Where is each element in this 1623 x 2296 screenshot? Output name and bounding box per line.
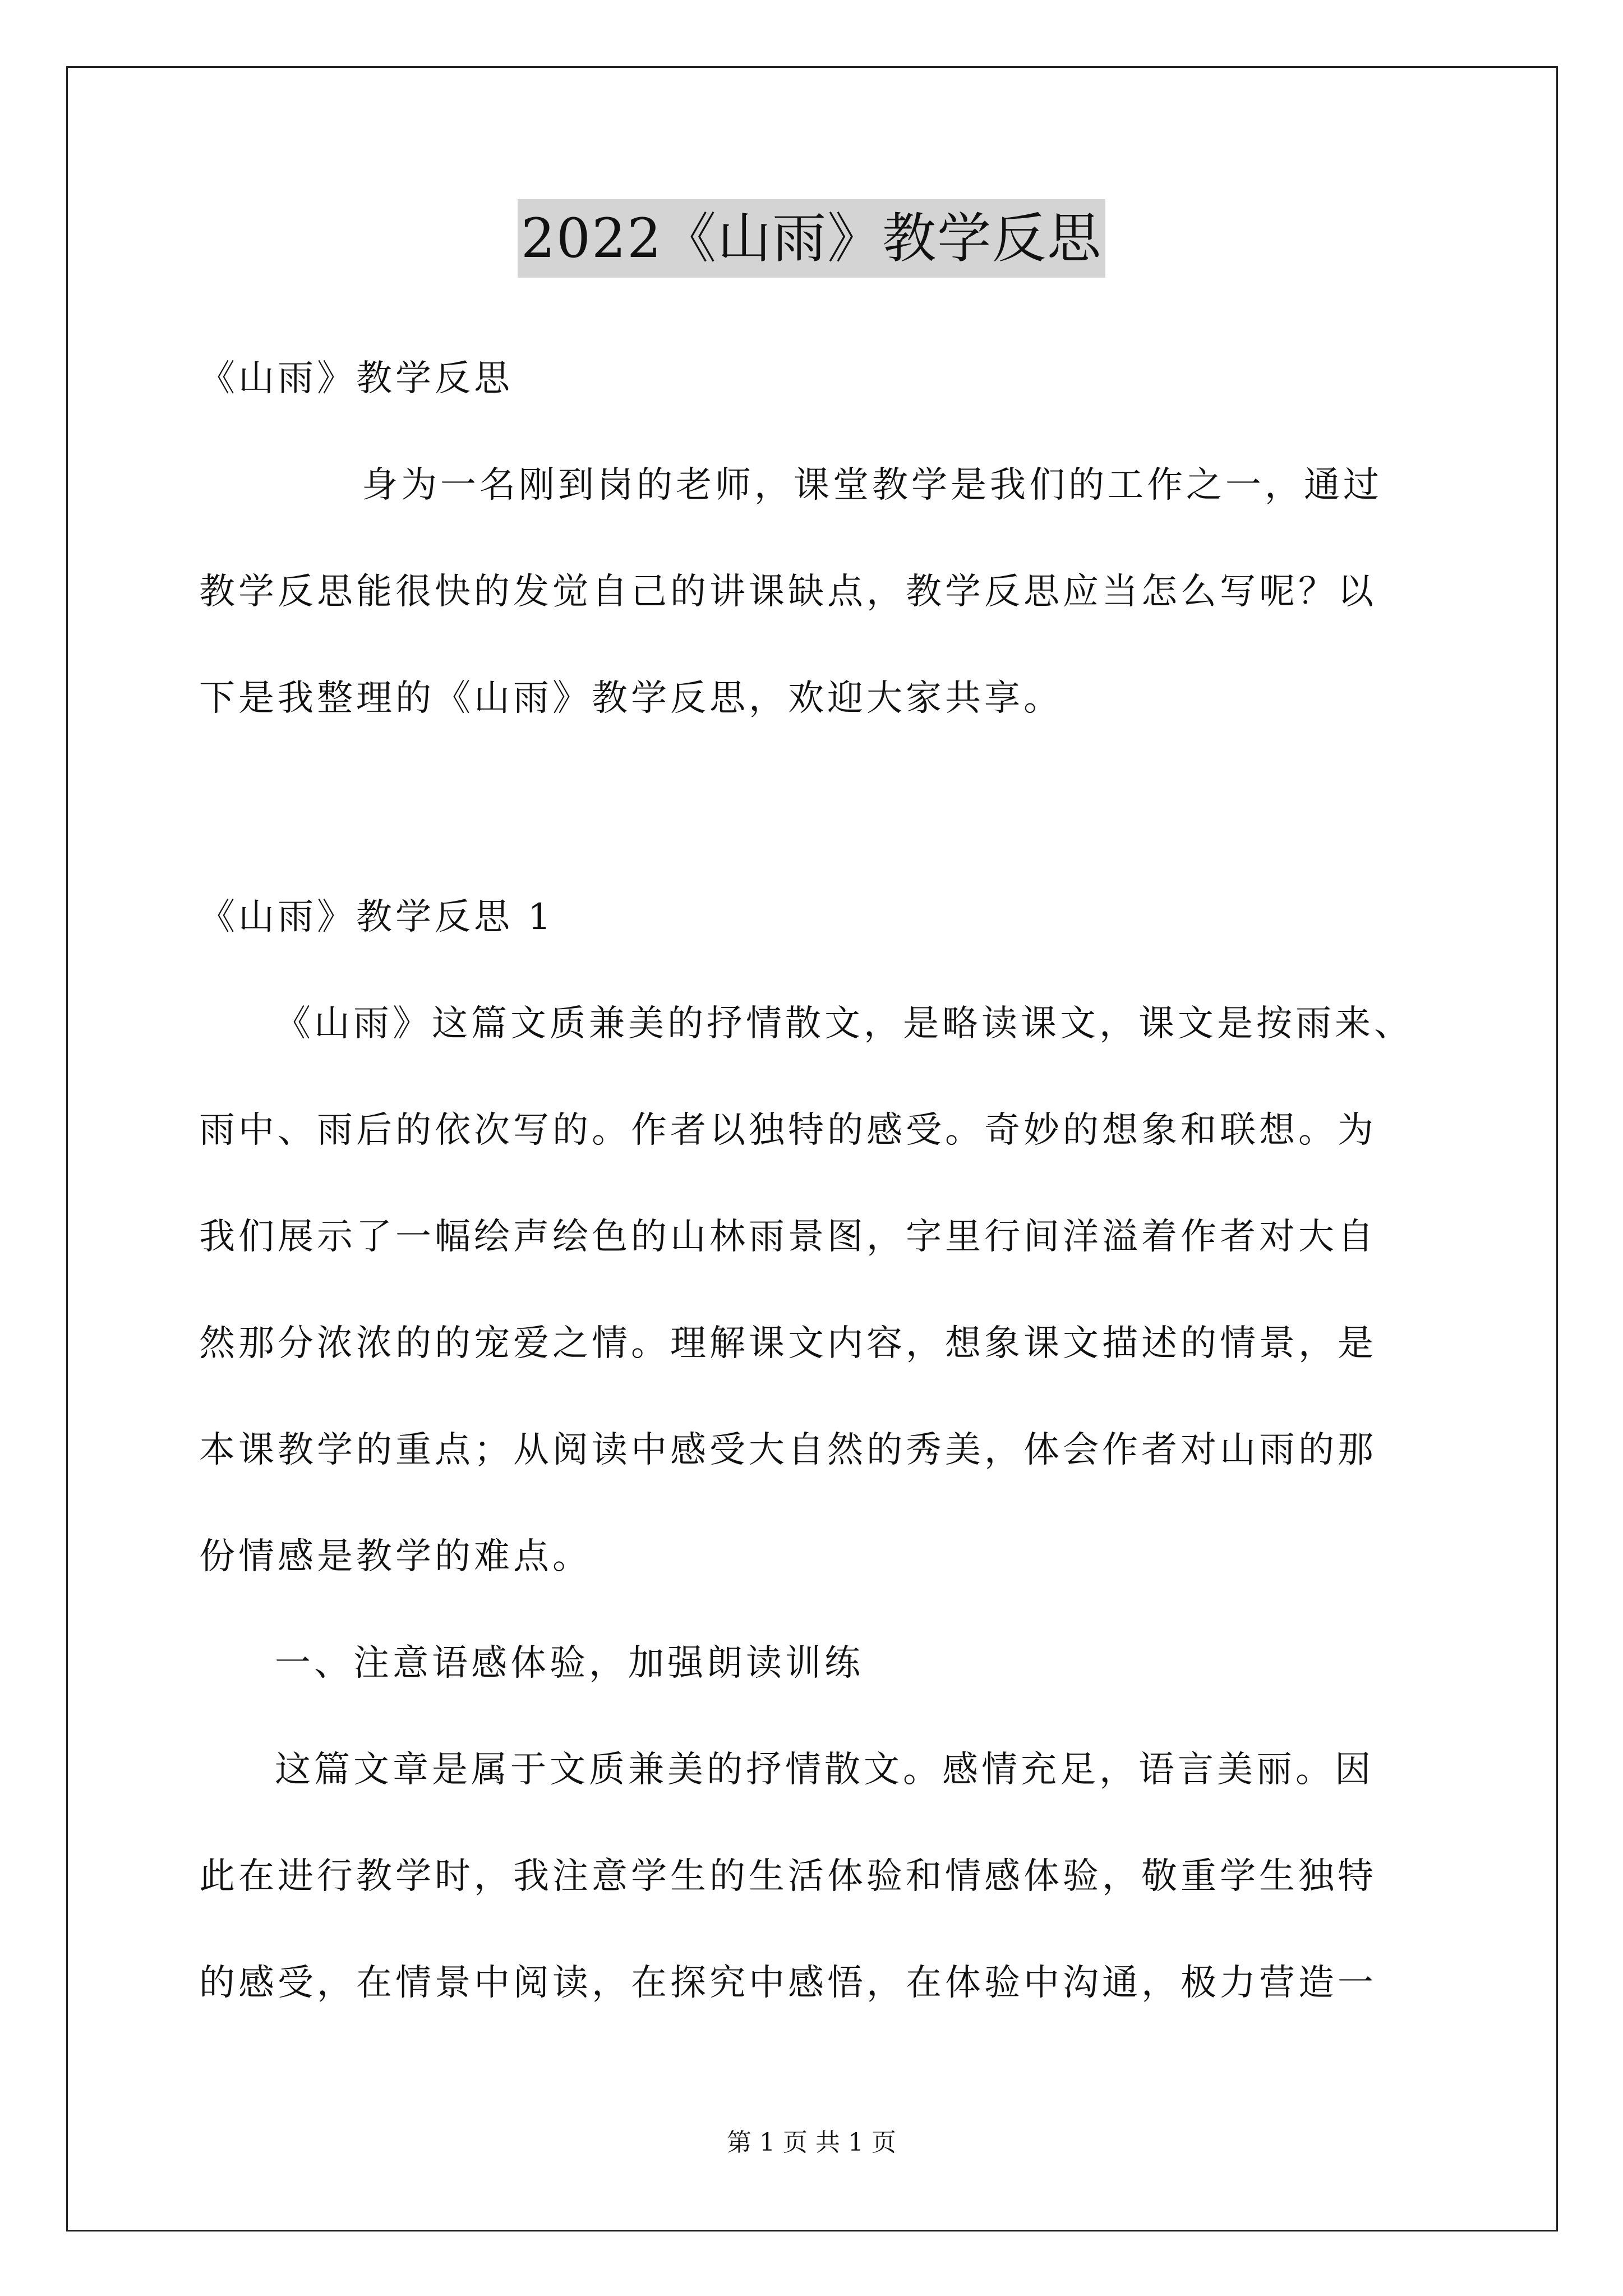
body-line-7: 这篇文章是属于文质兼美的抒情散文。感情充足，语言美丽。因 <box>275 1749 1374 1791</box>
body-line-3: 我们展示了一幅绘声绘色的山林雨景图，字里行间洋溢着作者对大自 <box>199 1216 1377 1258</box>
body-line-6: 份情感是教学的难点。 <box>199 1536 592 1577</box>
document-title: 2022《山雨》教学反思 <box>518 199 1105 278</box>
body-line-4: 然那分浓浓的的宠爱之情。理解课文内容，想象课文描述的情景，是 <box>199 1323 1377 1364</box>
subtitle-line: 《山雨》教学反思 <box>199 358 513 399</box>
body-line-9: 的感受，在情景中阅读，在探究中感悟，在体验中沟通，极力营造一 <box>199 1962 1377 2004</box>
intro-line-2: 教学反思能很快的发觉自己的讲课缺点，教学反思应当怎么写呢？以 <box>199 571 1377 613</box>
body-line-5: 本课教学的重点；从阅读中感受大自然的秀美，体会作者对山雨的那 <box>199 1429 1377 1471</box>
body-line-2: 雨中、雨后的依次写的。作者以独特的感受。奇妙的想象和联想。为 <box>199 1110 1377 1151</box>
page-footer: 第 1 页 共 1 页 <box>727 2128 896 2157</box>
intro-line-3: 下是我整理的《山雨》教学反思，欢迎大家共享。 <box>199 678 1063 719</box>
intro-line-1: 身为一名刚到岗的老师，课堂教学是我们的工作之一，通过 <box>362 464 1382 506</box>
title-container <box>0 199 1623 278</box>
body-line-8: 此在进行教学时，我注意学生的生活体验和情感体验，敬重学生独特 <box>199 1856 1377 1897</box>
point-heading-1: 一、注意语感体验，加强朗读训练 <box>275 1642 864 1684</box>
section-heading-1: 《山雨》教学反思 1 <box>199 896 555 938</box>
body-line-1: 《山雨》这篇文质兼美的抒情散文，是略读课文，课文是按雨来、 <box>275 1003 1413 1045</box>
